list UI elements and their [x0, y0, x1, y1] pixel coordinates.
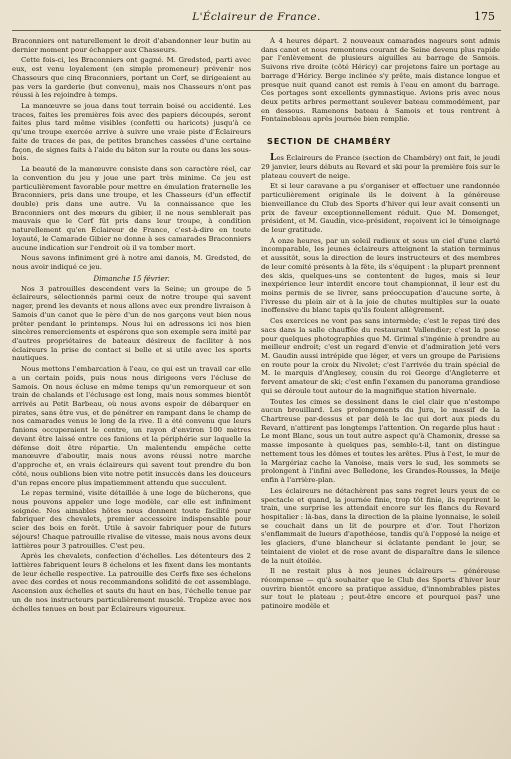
paragraph: À 4 heures départ. 2 nouveaux camarades nageurs sont admis dans canot et nous remontons courant de Seine devenu plus rapide par l'enlèvement de plusieurs aiguilles au barrage de Samois. Suivons rive droite (côté Héricy) car projetons faire un portage au barrage d'Héricy. Berge inclinée s'y prête, mais distance longue et presque nuit quand canot est remis à l'eau en amont du barrage. Ces portages sont excellents gymnastique. Avions pris avec nous deux petits arbres permettant soulever bateau commodément, par en dessous. Ramenons bateau à Samois et tous rentrent à Fontainebleau après journée bien remplie.	[261, 37, 500, 124]
paragraph: Et si leur caravane a pu s'organiser et effectuer une randonnée particulièrement originale ils le doivent à la généreuse bienveillance du Club des Sports d'hiver qui leur avait consenti un prix de faveur exceptionnellement réduit. Que M. Domenget, président, et M. Gaudin, vice-président, reçoivent ici le témoignage de leur gratitude.	[261, 182, 500, 234]
text-columns	[12, 37, 501, 753]
paragraph: Les éclaireurs ne détachèrent pas sans regret leurs yeux de ce spectacle et quand, la journée finie, trop tôt finie, ils reprirent le train, une surprise les attendait encore sur les flancs du Revard hospitalier : là-bas, dans la direction de la plaine lyonnaise, le soleil se couchait dans un lit de pourpre et d'or. Tout l'horizon s'enflammait de lueurs d'apothéose, tandis qu'à l'opposé la neige et les glaciers, d'une blancheur si éclatante pendant le jour, se teintaient de violet et de rose avant de disparaître dans le silence de la nuit étoilée.	[261, 486, 500, 565]
paragraph: Nos 3 patrouilles descendent vers la Seine; un groupe de 5 éclaireurs, sélectionnés parmi ceux de notre troupe qui savent nager, prend les devants et nous allons avec eux prendre livraison à Samois d'un canot que le père d'un de nos garçons veut bien nous prêter pendant le printemps. Nous lui en adressons ici nos bien sincères remerciements et espérons que son exemple sera imité par d'autres propriétaires de bateaux désireux de faciliter à nos éclaireurs la prise de contact si belle et si utile avec les sports nautiques.	[12, 284, 251, 363]
paragraph: Toutes les cimes se dessinent dans le ciel clair que n'estompe aucun brouillard. Les prolongements du Jura, le massif de la Chartreuse par-dessus et par delà le lac qui dort aux pieds du Revard, n'attirent pas longtemps l'attention. On regarde plus haut : Le mont Blanc, sous un tout autre aspect qu'à Chamonix, dresse sa masse imposante à quelques pas, semble-t-il, tant on distingue nettement tous les dômes et toutes les arêtes. Plus à l'est, le mur de la Margériaz cache la Vanoise, mais vers le sud, les sommets se prolongent à l'infini avec Belledone, les Grandes-Rousses, la Meije enfin à l'arrière-plan.	[261, 397, 500, 485]
paragraph: La manœuvre se joua dans tout terrain boisé ou accidenté. Les traces, faites les premières fois avec des papiers découpés, seront faites plus tard même visibles (confetti ou haricots) jusqu'à ce qu'une troupe exercée arrive à suivre une vraie piste d'Éclaireurs faite de traces de pas, de petites branches cassées d'une certaine façon, de signes faits à l'aide du bâton sur la route ou dans les sous-bois.	[12, 102, 251, 163]
left-column	[12, 37, 251, 753]
paragraph: Cette fois-ci, les Braconniers ont gagné. M. Gredsted, parti avec eux, est venu loyalement (en simple promeneur) prévenir nos Chasseurs que cinq Braconniers, portant un Cerf, se dirigeaient au pas vers la garderie (but convenu), mais nos Chasseurs n'ont pas réussi à les rejoindre à temps.	[12, 56, 251, 100]
dateline: Dimanche 15 février.	[93, 273, 170, 283]
paragraph: Braconniers ont naturellement le droit d'abandonner leur butin au dernier moment pour échapper aux Chasseurs.	[12, 37, 251, 54]
paragraph: Le repas terminé, visite détaillée à une loge de bûcherons, que nous pouvons appeler une loge modèle, car elle est infiniment soignée. Nos aimables hôtes nous donnent toute facilité pour fabriquer des chevalets, premier accessoire indispensable pour scier des bois en forêt. Utile à savoir fabriquer pour de futurs séjours! Chaque patrouille rivalise de vitesse, mais nous avons deux lattières pour 3 patrouilles. C'est peu.	[12, 489, 251, 550]
running-title: L'Éclaireur de France.	[192, 11, 321, 23]
page-number: 175	[474, 10, 495, 23]
right-column	[261, 37, 500, 753]
paragraph: Après les chevalets, confection d'échelles. Les détenteurs des 2 lattières fabriquent leurs 8 échelons et les fixent dans les montants de leur échelle respective. La patrouille des Cerfs fixe ses échelons avec des cordes et nous recommandons solidité de cet assemblage. Ascension aux échelles et sauts du haut en bas, l'échelle tenue par un de nos instructeurs particulièrement musclé. Trapèze avec nos échelles tenues en bout par Éclaireurs vigoureux.	[12, 552, 251, 613]
paragraph: Nous savons infiniment gré à notre ami danois, M. Gredsted, de nous avoir indiqué ce jeu.	[12, 254, 251, 271]
paragraph: Nous mettons l'embarcation à l'eau, ce qui est un travail car elle a un certain poids, puis nous nous dirigeons vers l'écluse de Samois. On nous écluse en même temps qu'un remorqueur et son train de chalands et l'éclusage est long, mais nous sommes bientôt arrivés au Petit Barbeau, où nous avons espoir de débarquer en pirates, sans être vus, et de pénétrer en rampant dans le champ de nos camarades venus le long de la rive. Il a été convenu que leurs fanions occuperaient le centre, un rayon d'environ 100 mètres devant être laissé entre ces fanions et la périphérie sur laquelle la défense doit être répartie. Un malentendu empêche cette manœuvre d'aboutir, mais nous avons réussi notre marche d'approche et, en vrais éclaireurs qui savent tout prendre du bon côté, nous oublions bien vite notre petit insuccès dans les douceurs d'un repas encore plus impatiemment attendu que succulent.	[12, 365, 251, 487]
page-header	[12, 8, 501, 31]
paragraph: Les Éclaireurs de France (section de Chambéry) ont fait, le jeudi 29 janvier, leurs débuts au Revard et ski pour la première fois sur le plateau couvert de neige.	[261, 153, 500, 180]
paragraph: À onze heures, par un soleil radieux et sous un ciel d'une clarté incomparable, les jeunes éclaireurs atteignent la station terminus et aussitôt, sous la direction de leurs instructeurs et des membres de leur comité présents à la fête, ils s'équipent : la plupart prennent des skis, quelques-uns se contentent de luges, mais si leur inexpérience leur interdit encore tout championnat, il leur est du moins permis de se livrer, sans préoccupation d'aucune sorte, à l'ivresse du plein air et à la joie de chutes multiples sur la ouate inoffensive du blanc tapis qu'ils foulent allègrement.	[261, 236, 500, 315]
paragraph: Ces exercices ne vont pas sans intermède; c'est le repas tiré des sacs dans la salle chauffée du restaurant Vallendier; c'est la pose pour quelques photographies que M. Grimal s'ingénie à prendre au meilleur endroit; c'est un regard d'envie et d'admiration jeté vers M. Gaudin aussi intrépide que léger, et vers un groupe de Parisiens en route pour la croix du Nivolet; c'est l'arrivée du train spécial de M. le marquis d'Anglesey, cousin du roi George d'Angleterre et fervent amateur de ski; c'est enfin l'examen du panorama grandiose qui se déroule tout autour de la magnifique station hivernale.	[261, 317, 500, 395]
paragraph: La beauté de la manœuvre consiste dans son caractère réel, car la convention du jeu y joue une part très minime. Ce jeu est particulièrement favorable pour mettre en émulation fraternelle les Braconniers, pris dans une troupe, et les Chasseurs (d'un effectif double) pris dans une autre. Vu la connaissance que les Braconniers ont des mœurs du gibier, il ne nous semblerait pas mauvais que le Cerf fût pris dans leur troupe, à condition naturellement qu'en Éclaireur de France, c'est-à-dire en toute loyauté, le Camarade Gibier ne donne à ses camarades Braconniers aucune indication sur l'endroit où il va tomber mort.	[12, 165, 251, 252]
paragraph: Il ne restait plus à nos jeunes éclaireurs — généreuse récompense — qu'à souhaiter que le Club des Sports d'hiver leur ouvrira bientôt encore sa pratique assidue, d'innombrables pistes sur tout le plateau ; peut-être encore et pourquoi pas? une patinoire modèle et	[261, 567, 500, 611]
section-title: SECTION DE CHAMBÉRY	[267, 136, 392, 147]
